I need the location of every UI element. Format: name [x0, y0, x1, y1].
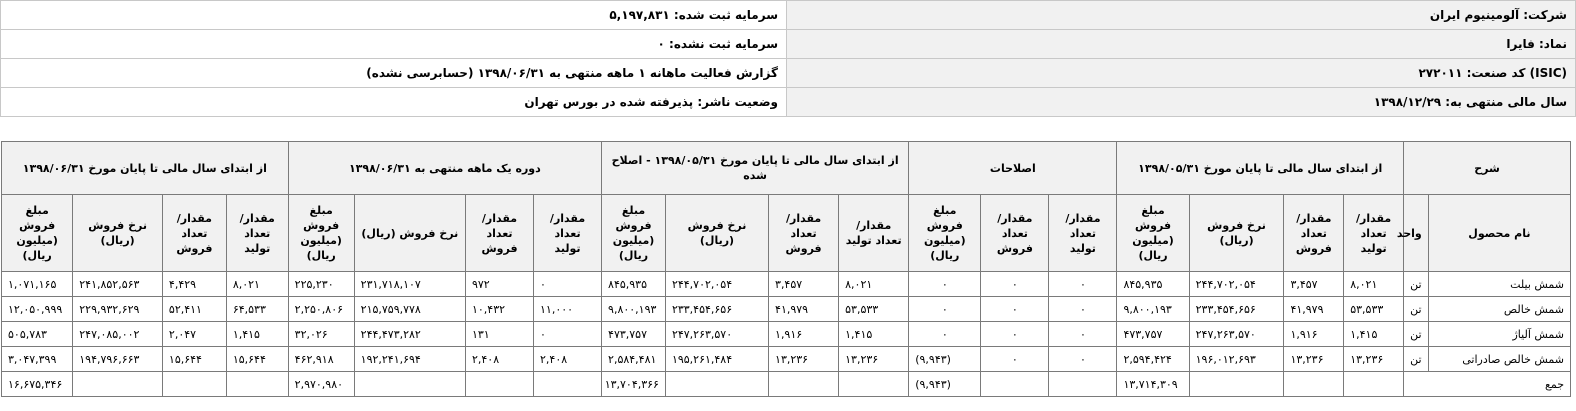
total-ytd-prev-amount: ۱۳,۷۱۴,۳۰۹: [1117, 372, 1189, 397]
table-cell: ۱۳,۲۳۶: [1344, 347, 1404, 372]
prod-qty-header: مقدار/تعداد تولید: [1049, 195, 1117, 272]
table-cell: ۳,۰۴۷,۳۹۹: [2, 347, 73, 372]
table-cell: [1189, 372, 1284, 397]
info-row: [1, 1, 1576, 30]
table-cell: ۹,۸۰۰,۱۹۳: [602, 297, 666, 322]
company-name: شرکت: آلومینیوم ایران: [787, 1, 1576, 30]
table-cell: ۳,۴۵۷: [1284, 272, 1344, 297]
sales-rate-header: نرخ فروش (ریال): [354, 195, 465, 272]
sales-qty-header: مقدار/تعداد فروش: [162, 195, 226, 272]
table-cell: ۰: [981, 297, 1049, 322]
product-name-header: نام محصول: [1428, 195, 1570, 272]
table-cell: ۱۱,۰۰۰: [534, 297, 602, 322]
table-cell: ۰: [534, 272, 602, 297]
table-cell: ۴۶۲,۹۱۸: [288, 347, 354, 372]
total-label: جمع: [1404, 372, 1571, 397]
sales-amount-header: مبلغ فروش (میلیون ریال): [602, 195, 666, 272]
table-cell: ۳,۴۵۷: [769, 272, 839, 297]
sales-amount-header: مبلغ فروش (میلیون ریال): [2, 195, 73, 272]
table-cell: [981, 372, 1049, 397]
table-cell: ۵۳,۵۳۳: [1344, 297, 1404, 322]
sales-amount-header: مبلغ فروش (میلیون ریال): [288, 195, 354, 272]
table-cell: ۱۲,۰۵۰,۹۹۹: [2, 297, 73, 322]
table-cell: [1284, 372, 1344, 397]
table-cell: ۸,۰۲۱: [226, 272, 288, 297]
table-cell: ۰: [1049, 297, 1117, 322]
product-unit: تن: [1404, 272, 1429, 297]
table-cell: ۵۳,۵۳۳: [839, 297, 909, 322]
table-cell: ۱۹۲,۲۴۱,۶۹۴: [354, 347, 465, 372]
table-cell: ۹,۸۰۰,۱۹۳: [1117, 297, 1189, 322]
report-title: گزارش فعالیت ماهانه ۱ ماهه منتهی به ۱۳۹۸/۰۶/۳۱ (حسابرسی نشده): [1, 59, 787, 88]
table-cell: ۲۴۱,۸۵۲,۵۶۳: [73, 272, 163, 297]
total-month-amount: ۲,۹۷۰,۹۸۰: [288, 372, 354, 397]
table-cell: ۰: [981, 347, 1049, 372]
prod-qty-header: مقدار/تعداد تولید: [1344, 195, 1404, 272]
table-cell: [534, 372, 602, 397]
table-cell: ۱,۴۱۵: [839, 322, 909, 347]
table-cell: ۱۳۱: [465, 322, 533, 347]
table-cell: ۴,۴۲۹: [162, 272, 226, 297]
table-cell: ۹۷۲: [465, 272, 533, 297]
table-cell: ۲۴۴,۴۷۳,۲۸۲: [354, 322, 465, 347]
table-cell: [665, 372, 768, 397]
sales-qty-header: مقدار/تعداد فروش: [769, 195, 839, 272]
sales-rate-header: نرخ فروش (ریال): [665, 195, 768, 272]
table-cell: ۲۳۳,۴۵۴,۶۵۶: [1189, 297, 1284, 322]
sales-amount-header: مبلغ فروش (میلیون ریال): [909, 195, 981, 272]
table-cell: ۱,۹۱۶: [1284, 322, 1344, 347]
table-cell: ۲,۴۰۸: [534, 347, 602, 372]
total-corrections-amount: (۹,۹۴۳): [909, 372, 981, 397]
table-cell: ۲,۵۸۴,۴۸۱: [602, 347, 666, 372]
product-unit: تن: [1404, 297, 1429, 322]
table-cell: ۲۲۵,۲۳۰: [288, 272, 354, 297]
table-cell: ۰: [909, 297, 981, 322]
table-cell: ۱۹۴,۷۹۶,۶۶۳: [73, 347, 163, 372]
prod-qty-header: مقدار/تعداد تولید: [534, 195, 602, 272]
ytd-curr-header: از ابتدای سال مالی تا پایان مورخ ۱۳۹۸/۰۶/۳۱: [2, 142, 289, 195]
table-cell: ۲,۴۰۸: [465, 347, 533, 372]
table-cell: ۲۴۷,۲۶۳,۵۷۰: [1189, 322, 1284, 347]
table-cell: ۸۴۵,۹۳۵: [602, 272, 666, 297]
table-cell: ۱۵,۶۴۴: [226, 347, 288, 372]
table-cell: ۵۲,۴۱۱: [162, 297, 226, 322]
sales-rate-header: نرخ فروش (ریال): [73, 195, 163, 272]
table-cell: ۲۴۷,۰۸۵,۰۰۲: [73, 322, 163, 347]
fiscal-year-end: سال مالی منتهی به: ۱۳۹۸/۱۲/۲۹: [787, 88, 1576, 117]
isic-code: (ISIC) کد صنعت: ۲۷۲۰۱۱: [787, 59, 1576, 88]
table-cell: ۱۹۶,۰۱۲,۶۹۳: [1189, 347, 1284, 372]
table-cell: ۸۴۵,۹۳۵: [1117, 272, 1189, 297]
table-cell: [162, 372, 226, 397]
table-cell: (۹,۹۴۳): [909, 347, 981, 372]
total-ytd-prev-corrected-amount: ۱۳,۷۰۴,۳۶۶: [602, 372, 666, 397]
table-cell: ۲۴۴,۷۰۲,۰۵۴: [665, 272, 768, 297]
symbol: نماد: فایرا: [787, 30, 1576, 59]
table-cell: ۴۷۳,۷۵۷: [602, 322, 666, 347]
company-info-table: [0, 0, 1576, 117]
product-name: شمش بیلت: [1428, 272, 1570, 297]
table-cell: [839, 372, 909, 397]
table-cell: ۱,۹۱۶: [769, 322, 839, 347]
table-cell: ۰: [534, 322, 602, 347]
table-cell: ۱۵,۶۴۴: [162, 347, 226, 372]
sales-qty-header: مقدار/تعداد فروش: [465, 195, 533, 272]
table-cell: ۰: [1049, 272, 1117, 297]
product-name: شمش خالص صادراتی: [1428, 347, 1570, 372]
table-cell: ۱,۴۱۵: [226, 322, 288, 347]
table-cell: ۰: [981, 322, 1049, 347]
table-cell: [73, 372, 163, 397]
table-cell: ۲۳۳,۴۵۴,۶۵۶: [665, 297, 768, 322]
table-cell: [465, 372, 533, 397]
table-cell: ۱,۰۷۱,۱۶۵: [2, 272, 73, 297]
table-cell: ۱,۴۱۵: [1344, 322, 1404, 347]
table-cell: ۲۴۷,۲۶۳,۵۷۰: [665, 322, 768, 347]
table-cell: ۲۳۱,۷۱۸,۱۰۷: [354, 272, 465, 297]
description-header: شرح: [1404, 142, 1571, 195]
info-row: [1, 30, 1576, 59]
table-cell: ۱۳,۲۳۶: [769, 347, 839, 372]
table-cell: ۶۴,۵۳۳: [226, 297, 288, 322]
prod-qty-header: مقدار/تعداد تولید: [839, 195, 909, 272]
table-cell: ۲,۲۵۰,۸۰۶: [288, 297, 354, 322]
table-cell: ۴۱,۹۷۹: [769, 297, 839, 322]
total-ytd-curr-amount: ۱۶,۶۷۵,۳۴۶: [2, 372, 73, 397]
product-name: شمش خالص: [1428, 297, 1570, 322]
prod-qty-header: مقدار/تعداد تولید: [226, 195, 288, 272]
table-cell: ۲۲۹,۹۳۲,۶۲۹: [73, 297, 163, 322]
sales-rate-header: نرخ فروش (ریال): [1189, 195, 1284, 272]
product-name: شمش آلیاژ: [1428, 322, 1570, 347]
table-cell: ۵۰۵,۷۸۳: [2, 322, 73, 347]
table-cell: ۲۴۴,۷۰۲,۰۵۴: [1189, 272, 1284, 297]
table-cell: [354, 372, 465, 397]
table-cell: ۰: [1049, 347, 1117, 372]
table-cell: ۸,۰۲۱: [839, 272, 909, 297]
table-cell: ۱۹۵,۲۶۱,۴۸۴: [665, 347, 768, 372]
ytd-prev-corrected-header: از ابتدای سال مالی تا پایان مورخ ۱۳۹۸/۰۵/۳۱ - اصلاح شده: [602, 142, 909, 195]
registered-capital: سرمایه ثبت شده: ۵,۱۹۷,۸۳۱: [1, 1, 787, 30]
info-row: [1, 59, 1576, 88]
publisher-status: وضعیت ناشر: پذیرفته شده در بورس تهران: [1, 88, 787, 117]
table-cell: [226, 372, 288, 397]
production-sales-table: [1, 141, 1571, 397]
table-cell: ۰: [909, 272, 981, 297]
table-cell: ۱۳,۲۳۶: [839, 347, 909, 372]
total-row: [2, 372, 1571, 397]
table-cell: ۲,۰۴۷: [162, 322, 226, 347]
table-cell: ۲۱۵,۷۵۹,۷۷۸: [354, 297, 465, 322]
sales-qty-header: مقدار/تعداد فروش: [981, 195, 1049, 272]
ytd-prev-header: از ابتدای سال مالی تا پایان مورخ ۱۳۹۸/۰۵/۳۱: [1117, 142, 1404, 195]
table-cell: ۱۳,۲۳۶: [1284, 347, 1344, 372]
corrections-header: اصلاحات: [909, 142, 1117, 195]
table-cell: ۴۷۳,۷۵۷: [1117, 322, 1189, 347]
sales-qty-header: مقدار/تعداد فروش: [1284, 195, 1344, 272]
table-cell: ۰: [1049, 322, 1117, 347]
table-cell: [1344, 372, 1404, 397]
table-cell: ۸,۰۲۱: [1344, 272, 1404, 297]
table-row: [2, 322, 1571, 347]
table-cell: ۰: [909, 322, 981, 347]
table-cell: [769, 372, 839, 397]
table-row: [2, 347, 1571, 372]
table-cell: ۳۲,۰۲۶: [288, 322, 354, 347]
info-row: [1, 88, 1576, 117]
table-cell: [1049, 372, 1117, 397]
sales-amount-header: مبلغ فروش (میلیون ریال): [1117, 195, 1189, 272]
table-row: [2, 272, 1571, 297]
table-row: [2, 297, 1571, 322]
table-cell: ۴۱,۹۷۹: [1284, 297, 1344, 322]
product-unit: تن: [1404, 347, 1429, 372]
product-unit: تن: [1404, 322, 1429, 347]
unregistered-capital: سرمایه ثبت نشده: ۰: [1, 30, 787, 59]
table-cell: ۱۰,۴۳۲: [465, 297, 533, 322]
unit-header: واحد: [1404, 195, 1429, 272]
table-cell: ۰: [981, 272, 1049, 297]
table-cell: ۲,۵۹۴,۴۲۴: [1117, 347, 1189, 372]
month-header: دوره یک ماهه منتهی به ۱۳۹۸/۰۶/۳۱: [288, 142, 601, 195]
